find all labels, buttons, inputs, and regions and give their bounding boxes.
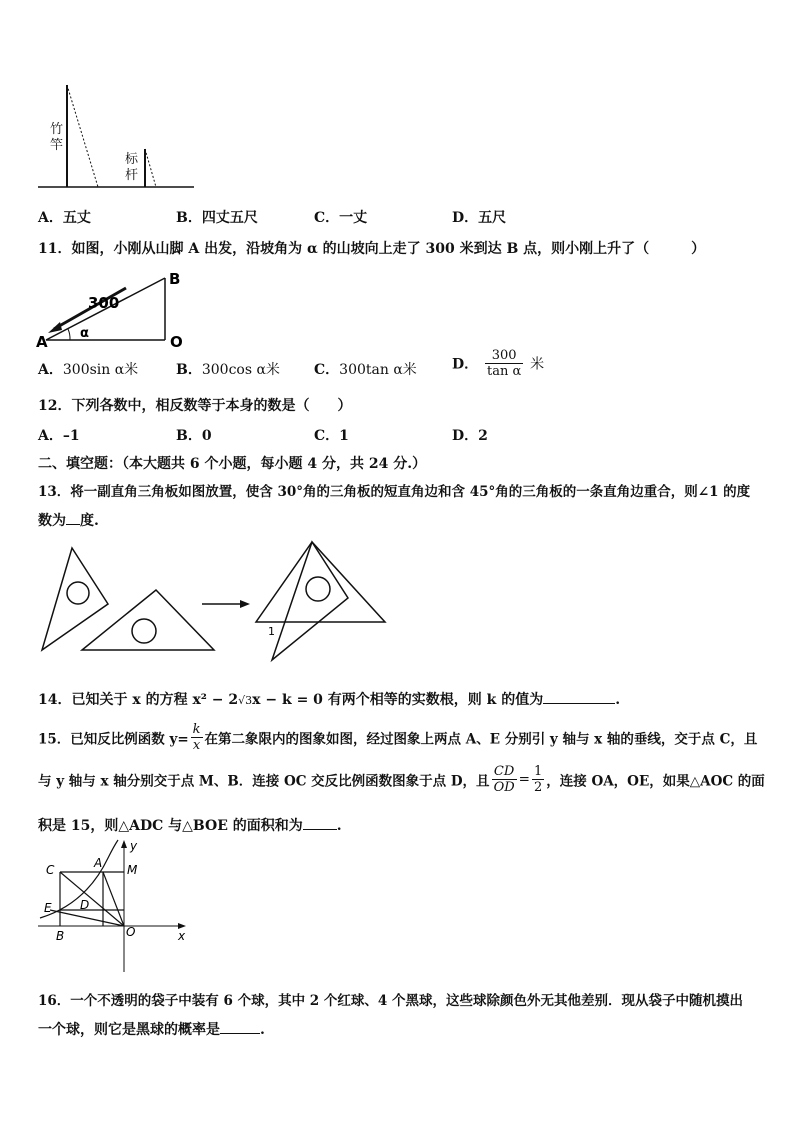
q16-line-1: 16．一个不透明的袋子中装有 6 个球，其中 2 个红球、4 个黑球，这些球除颜色外无其他差别．现从袋子中随机摸出 xyxy=(38,993,743,1009)
point-c-label: C xyxy=(46,863,55,877)
q11-option-a[interactable]: A．300sin α米 xyxy=(38,362,139,378)
q12-option-c[interactable]: C．1 xyxy=(314,428,349,444)
sqrt-3: √3 xyxy=(238,694,253,707)
q15-line-2: 与 y 轴与 x 轴分别交于点 M、B．连接 OC 交反比例函数图象于点 D，且 $\frac{CD}{OD}$ = $\frac{1}{2}$ ，连接 OA，OE，如果△AOC 的面 xyxy=(38,764,765,795)
q12-option-d[interactable]: D．2 xyxy=(452,428,488,444)
slope-figure xyxy=(34,264,194,350)
y-axis-label: y xyxy=(130,839,138,853)
point-e-label: E xyxy=(44,901,52,915)
triangle-boards-figure xyxy=(36,540,392,664)
origin-label: O xyxy=(126,925,136,939)
q10-option-a[interactable]: A．五丈 xyxy=(38,210,91,226)
slope-distance-label: 300 xyxy=(88,294,120,312)
q11-option-b[interactable]: B．300cos α米 xyxy=(176,362,280,378)
q15-answer-blank[interactable] xyxy=(303,815,337,830)
q16-line-2: 一个球，则它是黑球的概率是 . xyxy=(38,1019,265,1039)
q10-option-b[interactable]: B．四丈五尺 xyxy=(176,210,258,226)
section-2-header: 二、填空题：（本大题共 6 个小题，每小题 4 分，共 24 分.） xyxy=(38,456,427,472)
q11-stem: 11．如图，小刚从山脚 A 出发，沿坡角为 α 的山坡向上走了 300 米到达 B 点，则小刚上升了（ ） xyxy=(38,241,706,257)
point-a-label: A xyxy=(36,333,48,350)
point-b-label: B xyxy=(56,929,65,943)
inverse-function-figure xyxy=(36,838,196,976)
q12-option-a[interactable]: A．–1 xyxy=(38,428,80,444)
pole-shadow-figure xyxy=(36,80,196,192)
q16-answer-blank[interactable] xyxy=(220,1019,260,1034)
q12-option-b[interactable]: B．0 xyxy=(176,428,212,444)
q10-option-d[interactable]: D．五尺 xyxy=(452,210,507,226)
pole-label: 竹 竿 xyxy=(50,122,64,153)
q14-stem: 14．已知关于 x 的方程 x² − 2√3x − k = 0 有两个相等的实数根，则 k 的值为 . xyxy=(38,689,620,709)
q13-line-1: 13．将一副直角三角板如图放置，使含 30°角的三角板的短直角边和含 45°角的三角板的一条直角边重合，则∠1 的度 xyxy=(38,484,751,500)
alpha-label: α xyxy=(80,326,89,341)
x-axis-label: x xyxy=(178,929,186,943)
q15-k-over-x: $\frac{k}{x}$ xyxy=(192,722,201,753)
q13-line-2: 数为 度. xyxy=(38,510,99,530)
q15-one-half: $\frac{1}{2}$ xyxy=(533,764,543,795)
q11-option-d[interactable]: D． $\frac{300}{\text{tan α}}$ 米 xyxy=(452,348,545,379)
stake-label: 标 杆 xyxy=(125,152,139,183)
q12-stem: 12．下列各数中，相反数等于本身的数是（ ） xyxy=(38,398,352,414)
q10-option-c[interactable]: C．一丈 xyxy=(314,210,368,226)
angle-1-label: 1 xyxy=(268,625,275,638)
q13-answer-blank[interactable] xyxy=(66,510,80,525)
q11-option-c[interactable]: C．300tan α米 xyxy=(314,362,417,378)
point-a-label: A xyxy=(94,856,103,870)
point-d-label: D xyxy=(80,898,90,912)
q15-line-1: 15．已知反比例函数 y= $\frac{k}{x}$ 在第二象限内的图象如图，经过图象上两点 A、E 分别引 y 轴与 x 轴的垂线，交于点 C，且 xyxy=(38,722,758,753)
point-o-label: O xyxy=(170,333,183,350)
q11-option-d-fraction: $\frac{300}{\text{tan α}}$ xyxy=(487,348,522,379)
point-m-label: M xyxy=(127,863,138,877)
point-b-label: B xyxy=(169,270,181,288)
q15-line-3: 积是 15，则△ADC 与△BOE 的面积和为 . xyxy=(38,815,342,835)
q15-cd-over-od: $\frac{CD}{OD}$ xyxy=(493,764,515,795)
q14-answer-blank[interactable] xyxy=(543,689,615,704)
